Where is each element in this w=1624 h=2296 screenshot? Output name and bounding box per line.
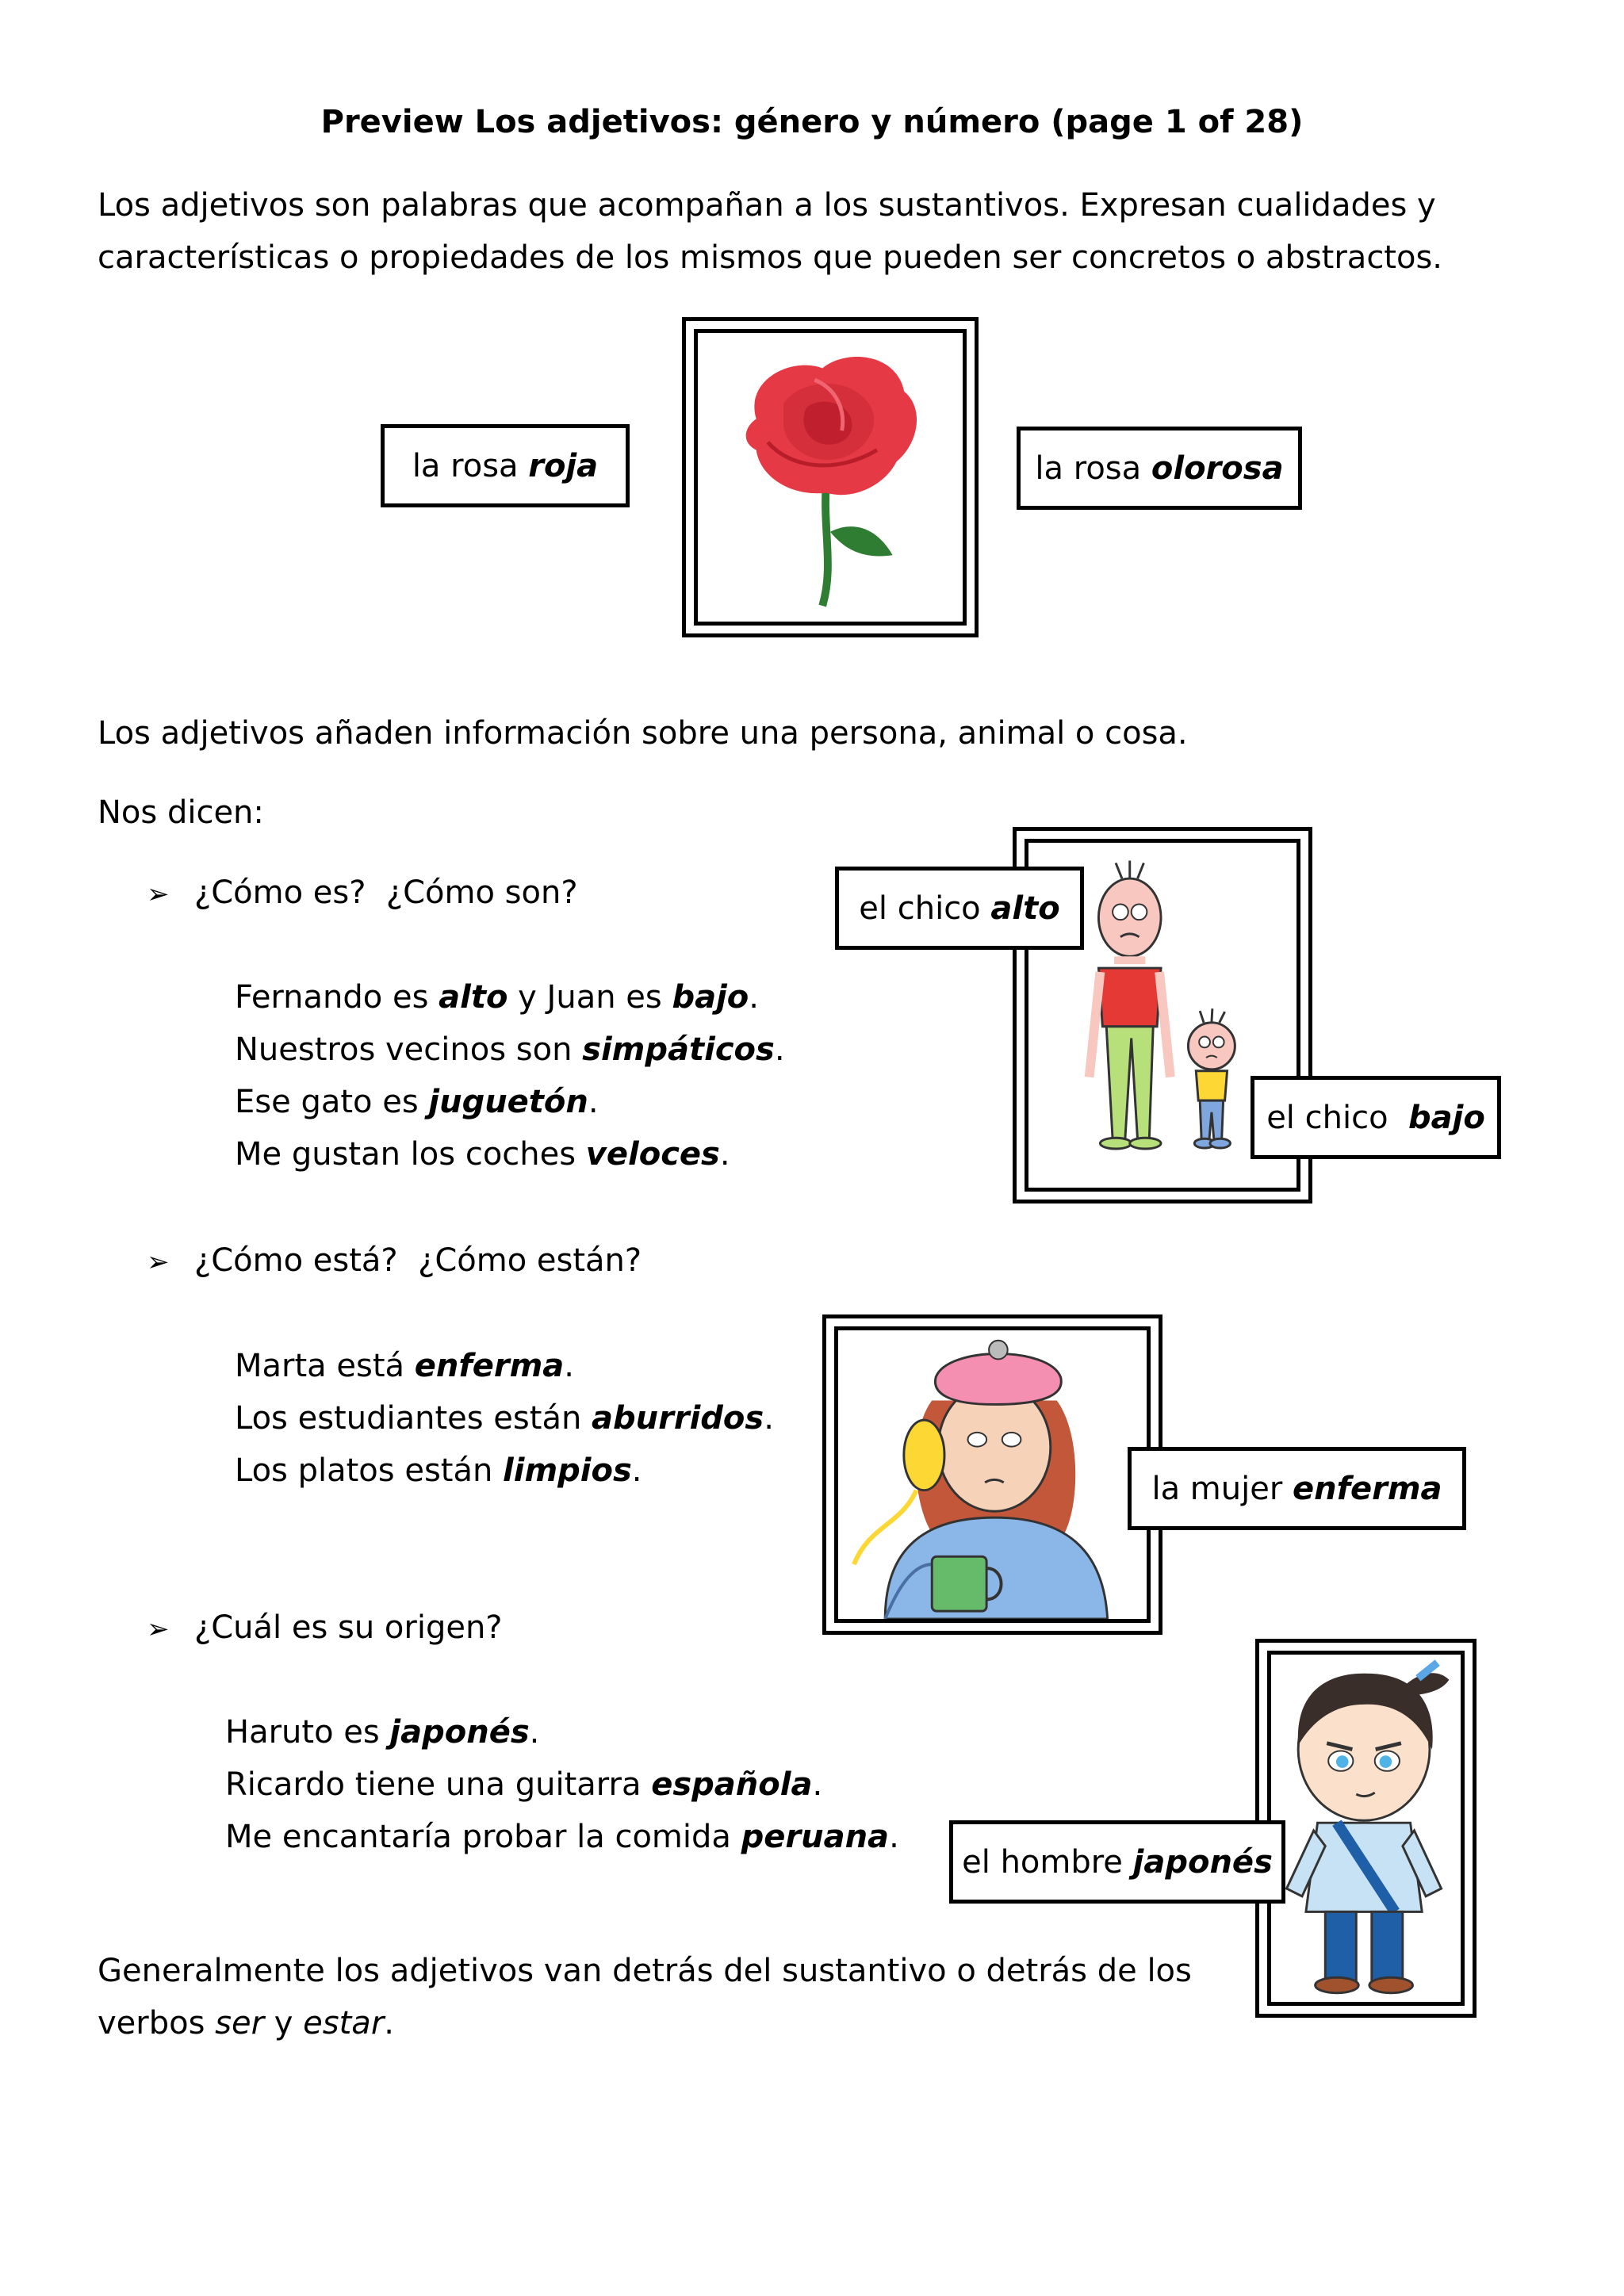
example-text: . [564, 1348, 575, 1384]
arrowhead-bullet-icon: ➢ [147, 1613, 170, 1645]
example-adjective: aburridos [592, 1400, 764, 1437]
example-text: Ricardo tiene una guitarra [225, 1766, 652, 1803]
label-hombre-japones [949, 1820, 1285, 1904]
example-line [235, 1445, 774, 1497]
question-text: ¿Cómo es? ¿Cómo son? [194, 874, 578, 911]
page-title: Preview Los adjetivos: género y número (page 1 of 28) [320, 104, 1304, 140]
question-como-es [147, 867, 578, 920]
closing-text: y [264, 2005, 304, 2042]
intro-paragraph: Los adjetivos son palabras que acompañan a los sustantivos. Expresan cualidades y características o propiedades de los mismos que pueden ser concretos o abstractos. [98, 187, 1443, 276]
example-adjective: bajo [672, 979, 749, 1016]
label-text: la rosa [1035, 450, 1151, 487]
example-text: . [764, 1400, 774, 1437]
red-rose-illustration [698, 333, 963, 622]
label-chico-alto [835, 867, 1084, 950]
label-chico-bajo [1251, 1076, 1501, 1159]
label-adjective: olorosa [1151, 450, 1284, 487]
label-text: el hombre [962, 1843, 1133, 1881]
question-como-esta [147, 1234, 642, 1288]
examples-origen [225, 1706, 899, 1863]
example-adjective: alto [439, 979, 508, 1016]
closing-verb-estar: estar [303, 2005, 385, 2042]
label-rosa-olorosa [1017, 427, 1302, 510]
example-text: Ese gato es [235, 1084, 429, 1120]
question-origen [147, 1601, 503, 1655]
label-text: el chico [859, 890, 991, 927]
example-line [235, 1076, 785, 1128]
man-picture-frame [1255, 1639, 1477, 2018]
example-text: Haruto es [225, 1714, 390, 1751]
example-text: Fernando es [235, 979, 439, 1016]
arrowhead-bullet-icon: ➢ [147, 878, 170, 910]
example-adjective: juguetón [428, 1084, 588, 1120]
label-adjective: roja [528, 447, 599, 484]
example-text: . [631, 1452, 642, 1489]
example-text: . [812, 1766, 823, 1803]
example-text: . [774, 1031, 785, 1068]
closing-verb-ser: ser [215, 2005, 265, 2042]
example-adjective: enferma [414, 1348, 565, 1384]
example-line [235, 1340, 774, 1392]
label-text: la mujer [1151, 1470, 1293, 1507]
example-adjective: japonés [389, 1714, 530, 1751]
example-text: Me encantaría probar la comida [225, 1819, 741, 1855]
label-rosa-roja [381, 424, 630, 507]
example-adjective: veloces [585, 1136, 720, 1173]
question-text: ¿Cómo está? ¿Cómo están? [194, 1242, 642, 1279]
example-text: . [588, 1084, 599, 1120]
example-text: . [749, 979, 759, 1016]
label-adjective: alto [990, 890, 1060, 927]
example-text: y Juan es [508, 979, 672, 1016]
example-text: Nuestros vecinos son [235, 1031, 583, 1068]
label-adjective: bajo [1408, 1099, 1485, 1136]
info-paragraph: Los adjetivos añaden información sobre una persona, animal o cosa. [98, 715, 1188, 752]
example-line [225, 1706, 899, 1758]
rose-picture-frame [682, 317, 979, 637]
arrowhead-bullet-icon: ➢ [147, 1246, 170, 1278]
example-text: Los platos están [235, 1452, 504, 1489]
example-line [225, 1811, 899, 1863]
examples-como-esta [235, 1340, 774, 1497]
example-adjective: simpáticos [582, 1031, 775, 1068]
sick-woman-on-phone-illustration [838, 1330, 1147, 1619]
label-adjective: enferma [1293, 1470, 1442, 1507]
label-text: la rosa [412, 447, 529, 484]
woman-picture-frame [822, 1314, 1162, 1635]
example-line [235, 971, 785, 1024]
example-adjective: limpios [503, 1452, 632, 1489]
example-line [225, 1758, 899, 1811]
closing-paragraph [98, 1945, 1208, 2049]
example-text: Los estudiantes están [235, 1400, 592, 1437]
label-text: el chico [1266, 1099, 1408, 1136]
example-adjective: española [651, 1766, 813, 1803]
example-text: . [529, 1714, 540, 1751]
example-line [235, 1024, 785, 1076]
example-text: Me gustan los coches [235, 1136, 586, 1173]
example-line [235, 1128, 785, 1181]
examples-como-es [235, 971, 785, 1181]
example-line [235, 1392, 774, 1445]
closing-text: . [384, 2005, 394, 2042]
label-mujer-enferma [1128, 1447, 1466, 1530]
label-adjective: japonés [1132, 1843, 1273, 1881]
closing-text: Generalmente los adjetivos van detrás del sustantivo o detrás de los verbos [98, 1953, 1192, 2042]
nos-dicen-heading: Nos dicen: [98, 794, 264, 831]
example-text: . [719, 1136, 730, 1173]
japanese-man-illustration [1271, 1655, 1461, 2002]
example-text: Marta está [235, 1348, 415, 1384]
example-text: . [889, 1819, 899, 1855]
question-text: ¿Cuál es su origen? [194, 1609, 503, 1646]
example-adjective: peruana [741, 1819, 890, 1855]
